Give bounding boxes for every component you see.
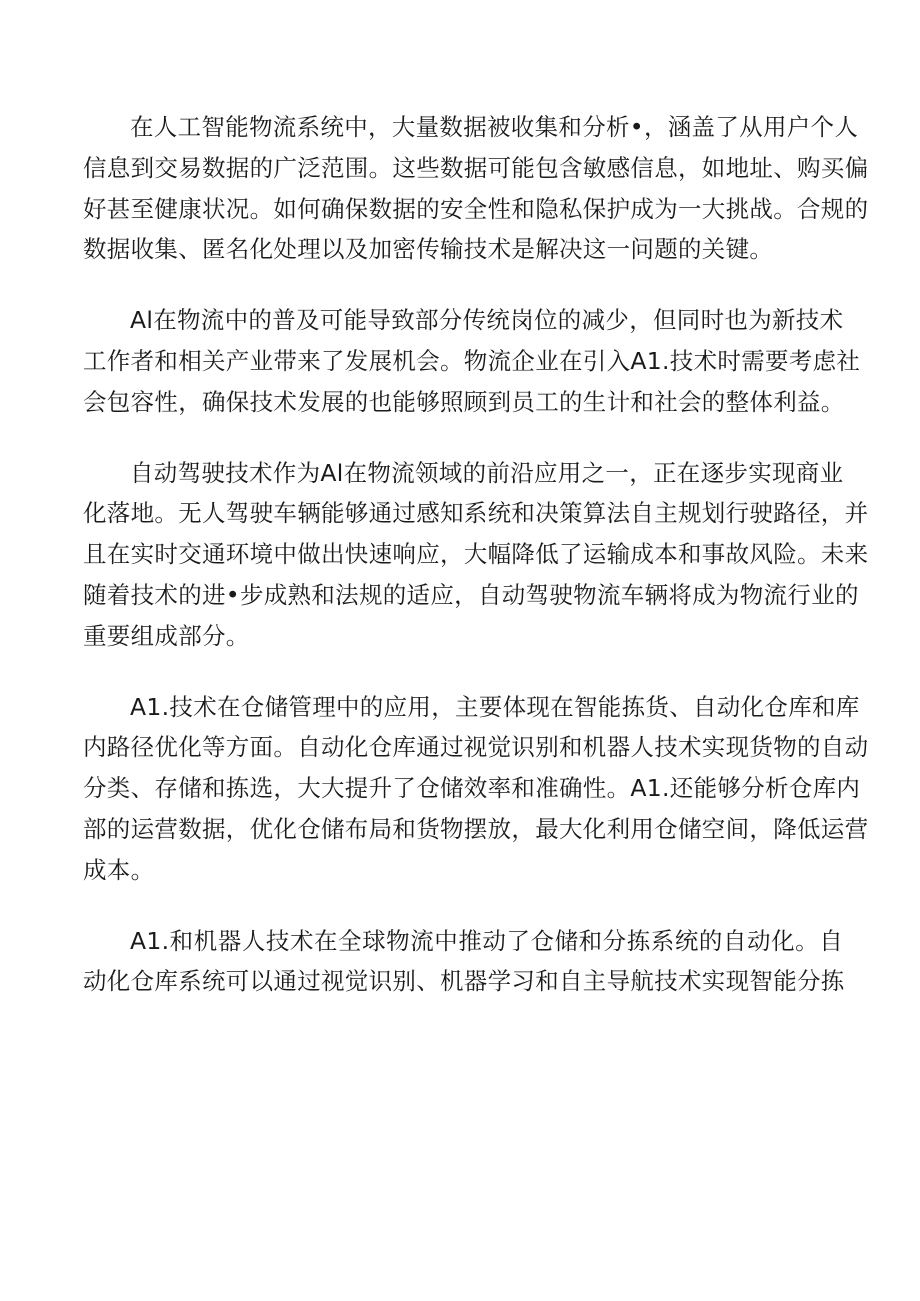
paragraph-autonomous-driving	[83, 453, 869, 657]
document-body	[83, 107, 869, 1002]
text-line: 信息到交易数据的广泛范围。这些数据可能包含敏感信息，如地址、购买偏	[83, 153, 869, 182]
paragraph-robotics-automation	[83, 921, 843, 1003]
text-line: 工作者和相关产业带来了发展机会。物流企业在引入A1.技术时需要考虑社	[83, 346, 861, 375]
text-line: 且在实时交通环境中做出快速响应，大幅降低了运输成本和事故风险。未来	[83, 540, 869, 569]
paragraph-employment	[83, 300, 861, 422]
paragraph-warehouse-management	[83, 687, 869, 891]
text-line: 在人工智能物流系统中，大量数据被收集和分析•，涵盖了从用户个人	[130, 113, 859, 141]
text-line: 重要组成部分。	[83, 621, 250, 650]
text-line: 随着技术的进•步成熟和法规的适应，自动驾驶物流车辆将成为物流行业的	[83, 580, 859, 609]
text-line: 化落地。无人驾驶车辆能够通过感知系统和决策算法自主规划行驶路径，并	[83, 499, 869, 528]
text-line: 数据收集、匿名化处理以及加密传输技术是解决这一问题的关键。	[83, 235, 774, 264]
text-line: 会包容性，确保技术发展的也能够照顾到员工的生计和社会的整体利益。	[83, 387, 845, 416]
text-line: 自动驾驶技术作为Al在物流领域的前沿应用之一，正在逐步实现商业	[130, 458, 844, 487]
paragraph-data-privacy	[83, 107, 869, 270]
text-line: A1.技术在仓储管理中的应用，主要体现在智能拣货、自动化仓库和库	[130, 692, 860, 721]
text-line: 好甚至健康状况。如何确保数据的安全性和隐私保护成为一大挑战。合规的	[83, 194, 869, 223]
text-line: A1.和机器人技术在全球物流中推动了仓储和分拣系统的自动化。自	[130, 926, 843, 955]
text-line: Al在物流中的普及可能导致部分传统岗位的减少，但同时也为新技术	[130, 306, 844, 335]
text-line: 部的运营数据，优化仓储布局和货物摆放，最大化利用仓储空间，降低运营	[83, 814, 869, 843]
text-line: 内路径优化等方面。自动化仓库通过视觉识别和机器人技术实现货物的自动	[83, 733, 869, 762]
text-line: 成本。	[83, 855, 155, 884]
text-line: 分类、存储和拣选，大大提升了仓储效率和准确性。A1.还能够分析仓库内	[83, 774, 861, 803]
text-line: 动化仓库系统可以通过视觉识别、机器学习和自主导航技术实现智能分拣	[83, 967, 845, 996]
